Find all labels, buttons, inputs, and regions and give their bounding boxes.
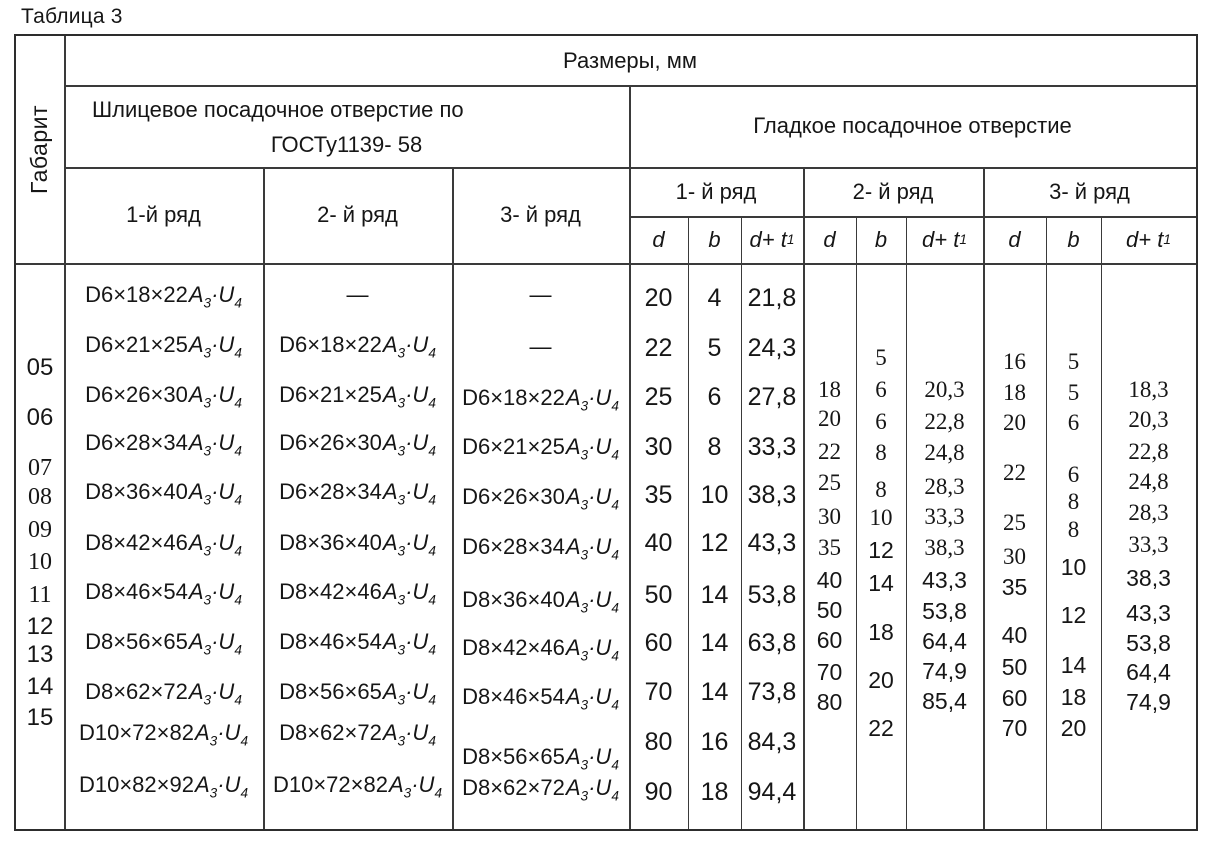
smooth-row3-d: 50 xyxy=(1001,654,1028,680)
spline-designation-row2: $D8\times 46\times 54A_3\cdot U_4$ xyxy=(279,629,436,658)
smooth-row2-dt: 33,3 xyxy=(924,504,965,529)
smooth-row1-b: 14 xyxy=(700,629,729,657)
spline-designation-row1: $D6\times 18\times 22A_3\cdot U_4$ xyxy=(85,282,242,311)
smooth-row3-d: 22 xyxy=(1003,460,1026,485)
smooth-row2-d: 60 xyxy=(816,627,843,653)
smooth-row1-d: 30 xyxy=(644,433,673,461)
smooth-row3-b: 5 xyxy=(1067,380,1080,405)
spline-row2-header: 2- й ряд xyxy=(317,202,398,227)
smooth-row1-d: 70 xyxy=(644,678,673,706)
spline-designation-row3: — xyxy=(529,282,552,307)
smooth-row1-dt: 43,3 xyxy=(747,529,797,557)
smooth-row2-dt: 85,4 xyxy=(922,688,967,714)
smooth-row1-b: 10 xyxy=(700,481,729,509)
smooth-row2-b: 8 xyxy=(875,477,887,502)
smooth-row3-dt: 18,3 xyxy=(1128,377,1169,402)
spline-designation-row1: $D10\times 82\times 92A_3\cdot U_4$ xyxy=(78,772,249,801)
col-header-b-row1: b xyxy=(708,226,721,252)
spline-designation-row3: — xyxy=(529,334,552,359)
smooth-row1-d: 90 xyxy=(644,778,673,806)
spline-designation-row3: $D6\times 28\times 34A_3\cdot U_4$ xyxy=(462,534,619,563)
gabarit-value: 05 xyxy=(26,354,54,381)
spline-designation-row3: $D8\times 62\times 72A_3\cdot U_4$ xyxy=(462,775,619,804)
smooth-row2-b: 10 xyxy=(869,505,893,530)
spline-designation-row2: $D6\times 26\times 30A_3\cdot U_4$ xyxy=(279,430,436,459)
smooth-row3-dt: 74,9 xyxy=(1126,689,1171,715)
gabarit-value: 12 xyxy=(26,613,54,640)
smooth-row1-d: 40 xyxy=(644,529,673,557)
col-header-d-row3: d xyxy=(1008,226,1021,252)
smooth-row3-d: 20 xyxy=(1003,410,1026,435)
smooth-row3-d: 25 xyxy=(1003,510,1026,535)
spline-designation-row2: $D10\times 72\times 82A_3\cdot U_4$ xyxy=(272,772,443,801)
smooth-row1-b: 5 xyxy=(707,334,722,362)
smooth-row1-dt: 63,8 xyxy=(747,629,797,657)
spline-designation-row3: $D6\times 21\times 25A_3\cdot U_4$ xyxy=(462,434,619,463)
smooth-row2-dt: 38,3 xyxy=(924,535,965,560)
spline-designation-row3: $D8\times 36\times 40A_3\cdot U_4$ xyxy=(462,587,619,616)
smooth-row1-b: 8 xyxy=(707,433,722,461)
dimensions-table xyxy=(14,34,1198,831)
smooth-row3-d: 40 xyxy=(1001,622,1028,648)
spline-section-header xyxy=(64,85,629,167)
spline-designation-row2: $D8\times 56\times 65A_3\cdot U_4$ xyxy=(279,679,436,708)
spline-designation-row2: $D6\times 28\times 34A_3\cdot U_4$ xyxy=(279,479,436,508)
sizes-header: Размеры, мм xyxy=(563,47,697,73)
smooth-row2-d: 50 xyxy=(816,597,843,623)
gabarit-value: 11 xyxy=(28,582,52,608)
spline-row1-header: 1-й ряд xyxy=(126,202,201,227)
spline-designation-row1: $D8\times 56\times 65A_3\cdot U_4$ xyxy=(85,629,242,658)
smooth-row1-b: 14 xyxy=(700,678,729,706)
smooth-row1-dt: 27,8 xyxy=(747,383,797,411)
smooth-row3-b: 6 xyxy=(1067,462,1080,487)
smooth-row3-dt: 22,8 xyxy=(1128,439,1169,464)
smooth-row2-b: 5 xyxy=(875,345,887,370)
smooth-row2-d: 30 xyxy=(818,504,841,529)
smooth-row2-dt: 64,4 xyxy=(922,628,967,654)
smooth-row1-dt: 53,8 xyxy=(747,581,797,609)
gabarit-header-label: Габарит xyxy=(26,104,53,195)
smooth-row1-b: 16 xyxy=(700,728,729,756)
smooth-row2-d: 35 xyxy=(818,535,841,560)
smooth-row2-b: 22 xyxy=(868,715,894,741)
spline-section-header-line1: Шлицевое посадочное отверстие по xyxy=(92,97,464,122)
smooth-row1-header: 1- й ряд xyxy=(675,178,757,204)
smooth-row2-dt: 28,3 xyxy=(924,474,965,499)
smooth-row3-dt: 24,8 xyxy=(1128,469,1169,494)
spline-section-header-line2: ГОСТу1139- 58 xyxy=(270,132,423,157)
spline-designation-row2: $D8\times 62\times 72A_3\cdot U_4$ xyxy=(279,720,436,749)
smooth-row3-d: 60 xyxy=(1001,685,1028,711)
smooth-row2-dt: 20,3 xyxy=(924,377,965,402)
smooth-section-header: Гладкое посадочное отверстие xyxy=(753,113,1072,138)
spline-designation-row3: $D6\times 18\times 22A_3\cdot U_4$ xyxy=(462,385,619,414)
smooth-row1-d: 22 xyxy=(644,334,673,362)
col-header-b-row2: b xyxy=(874,226,888,252)
table-title: Таблица 3 xyxy=(21,5,123,28)
smooth-row3-dt: 64,4 xyxy=(1126,659,1171,685)
smooth-row1-b: 12 xyxy=(700,529,729,557)
smooth-row2-b: 20 xyxy=(868,667,894,693)
smooth-row3-dt: 53,8 xyxy=(1126,630,1171,656)
smooth-row2-d: 20 xyxy=(818,406,841,431)
smooth-row1-dt: 94,4 xyxy=(747,778,797,806)
smooth-row3-dt: 43,3 xyxy=(1126,600,1171,626)
smooth-row1-d: 20 xyxy=(644,284,673,312)
gabarit-value: 06 xyxy=(26,404,54,431)
smooth-row3-dt: 28,3 xyxy=(1128,500,1169,525)
spline-designation-row3: $D8\times 56\times 65A_3\cdot U_4$ xyxy=(462,744,619,773)
smooth-row2-b: 6 xyxy=(875,409,887,434)
smooth-row3-d: 70 xyxy=(1001,715,1028,741)
smooth-row1-b: 6 xyxy=(707,383,722,411)
smooth-row2-d: 25 xyxy=(818,470,841,495)
smooth-row1-d: 80 xyxy=(644,728,673,756)
smooth-row1-dt: 21,8 xyxy=(747,284,797,312)
smooth-row1-d: 50 xyxy=(644,581,673,609)
smooth-row3-b: 10 xyxy=(1060,554,1087,580)
smooth-row1-d: 60 xyxy=(644,629,673,657)
smooth-row3-b: 8 xyxy=(1067,517,1080,542)
spline-designation-row1: $D8\times 46\times 54A_3\cdot U_4$ xyxy=(85,579,242,608)
smooth-row1-b: 4 xyxy=(707,284,722,312)
gabarit-header xyxy=(16,36,64,263)
smooth-row2-b: 6 xyxy=(875,377,887,402)
smooth-row2-header: 2- й ряд xyxy=(852,178,934,204)
smooth-row3-b: 5 xyxy=(1067,349,1080,374)
smooth-row1-dt: 84,3 xyxy=(747,728,797,756)
spline-row3-header: 3- й ряд xyxy=(500,202,581,227)
spline-designation-row2: $D8\times 42\times 46A_3\cdot U_4$ xyxy=(279,579,436,608)
smooth-row3-b: 18 xyxy=(1060,684,1087,710)
gabarit-value: 14 xyxy=(26,673,54,700)
spline-designation-row2: — xyxy=(346,282,369,307)
smooth-row3-d: 16 xyxy=(1003,349,1026,374)
grid-line xyxy=(16,263,1196,265)
spline-designation-row1: $D10\times 72\times 82A_3\cdot U_4$ xyxy=(78,720,249,749)
col-header-dt-row1: d+ t 1 xyxy=(749,226,795,252)
smooth-row1-dt: 38,3 xyxy=(747,481,797,509)
spline-designation-row1: $D6\times 28\times 34A_3\cdot U_4$ xyxy=(85,430,242,459)
col-header-dt-row3: d+ t 1 xyxy=(1126,226,1171,252)
smooth-row1-dt: 33,3 xyxy=(747,433,797,461)
smooth-row3-b: 6 xyxy=(1067,410,1080,435)
smooth-row2-dt: 24,8 xyxy=(924,440,965,465)
smooth-row2-d: 80 xyxy=(816,689,843,715)
spline-designation-row2: $D6\times 21\times 25A_3\cdot U_4$ xyxy=(279,382,436,411)
smooth-row3-header: 3- й ряд xyxy=(1049,178,1130,204)
smooth-row2-dt: 22,8 xyxy=(924,409,965,434)
spline-designation-row1: $D6\times 26\times 30A_3\cdot U_4$ xyxy=(85,382,242,411)
smooth-row1-dt: 24,3 xyxy=(747,334,797,362)
smooth-row3-dt: 20,3 xyxy=(1128,407,1169,432)
smooth-row2-b: 18 xyxy=(868,619,894,645)
spline-designation-row1: $D8\times 62\times 72A_3\cdot U_4$ xyxy=(85,679,242,708)
gabarit-value: 08 xyxy=(28,484,52,510)
smooth-row2-b: 14 xyxy=(868,570,894,596)
gabarit-value: 13 xyxy=(26,641,54,668)
spline-designation-row2: $D8\times 36\times 40A_3\cdot U_4$ xyxy=(279,530,436,559)
smooth-row2-dt: 74,9 xyxy=(922,658,967,684)
gabarit-value: 15 xyxy=(26,704,54,731)
spline-designation-row3: $D8\times 42\times 46A_3\cdot U_4$ xyxy=(462,635,619,664)
col-header-b-row3: b xyxy=(1067,226,1080,252)
smooth-row1-b: 14 xyxy=(700,581,729,609)
spline-designation-row3: $D6\times 26\times 30A_3\cdot U_4$ xyxy=(462,484,619,513)
smooth-row1-d: 35 xyxy=(644,481,673,509)
smooth-row2-dt: 43,3 xyxy=(922,567,967,593)
smooth-row2-d: 18 xyxy=(818,377,841,402)
smooth-row3-b: 20 xyxy=(1060,715,1087,741)
spline-designation-row2: $D6\times 18\times 22A_3\cdot U_4$ xyxy=(279,332,436,361)
col-header-dt-row2: d+ t 1 xyxy=(922,226,967,252)
smooth-row3-b: 12 xyxy=(1060,602,1087,628)
gabarit-value: 09 xyxy=(28,517,52,543)
gabarit-value: 07 xyxy=(28,455,52,481)
smooth-row3-b: 14 xyxy=(1060,652,1087,678)
smooth-row2-b: 8 xyxy=(875,440,887,465)
smooth-row3-d: 18 xyxy=(1003,380,1026,405)
spline-designation-row1: $D8\times 36\times 40A_3\cdot U_4$ xyxy=(85,479,242,508)
spline-designation-row1: $D6\times 21\times 25A_3\cdot U_4$ xyxy=(85,332,242,361)
smooth-row3-dt: 38,3 xyxy=(1126,565,1171,591)
col-header-d-row1: d xyxy=(652,226,665,252)
smooth-row2-d: 40 xyxy=(816,567,843,593)
col-header-d-row2: d xyxy=(823,226,836,252)
smooth-row1-d: 25 xyxy=(644,383,673,411)
smooth-row3-d: 30 xyxy=(1003,544,1026,569)
smooth-row3-dt: 33,3 xyxy=(1128,532,1169,557)
spline-designation-row3: $D8\times 46\times 54A_3\cdot U_4$ xyxy=(462,684,619,713)
smooth-row1-b: 18 xyxy=(700,778,729,806)
smooth-row2-dt: 53,8 xyxy=(922,598,967,624)
smooth-row3-b: 8 xyxy=(1067,489,1080,514)
smooth-row3-d: 35 xyxy=(1001,574,1028,600)
smooth-row2-d: 22 xyxy=(818,439,841,464)
spline-designation-row1: $D8\times 42\times 46A_3\cdot U_4$ xyxy=(85,530,242,559)
smooth-row2-d: 70 xyxy=(816,659,843,685)
smooth-row1-dt: 73,8 xyxy=(747,678,797,706)
gabarit-value: 10 xyxy=(28,549,52,575)
smooth-row2-b: 12 xyxy=(868,537,894,563)
